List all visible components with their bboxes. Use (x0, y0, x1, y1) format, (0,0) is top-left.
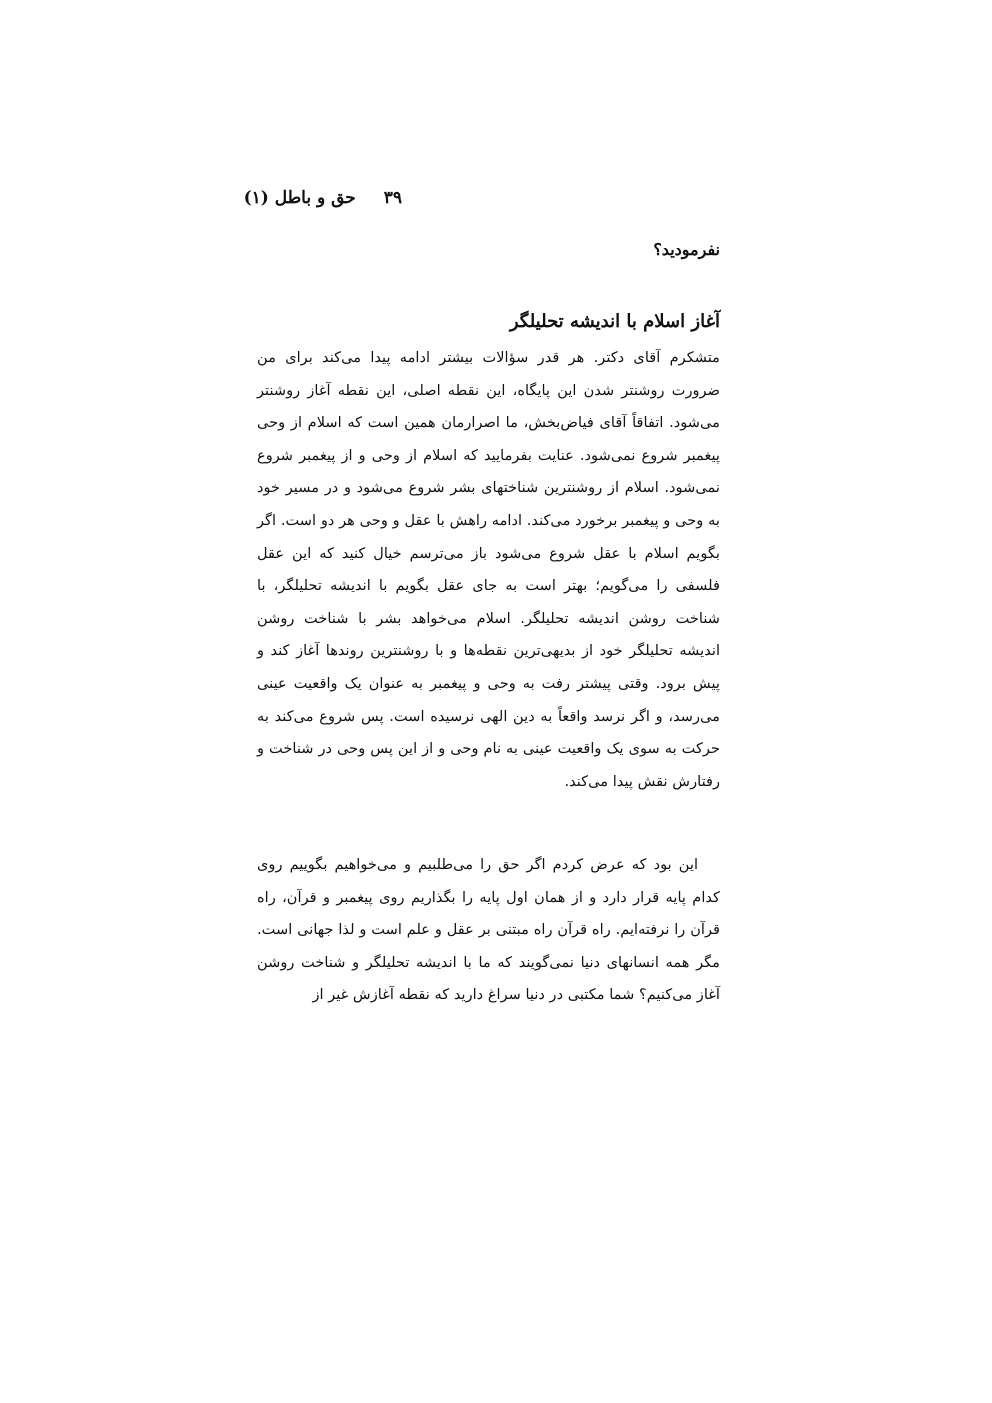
running-title: حق و باطل (۱) (243, 188, 356, 208)
body-paragraph: این بود که عرض کردم اگر حق را می‌طلبیم و می‌خواهیم بگوییم روی کدام پایه قرار دارد و از همان اول پایه را بگذاریم روی پیغمبر و قرآن، راه قرآن را نرفته‌ایم. راه قرآن راه مبتنی بر عقل و علم است و لذا جهانی است. مگر همه انسانهای دنیا نمی‌گویند که ما با اندیشه تحلیلگر و شناخت روشن آغاز می‌کنیم؟ شما مکتبی در دنیا سراغ دارید که نقطه آغازش غیر از (257, 856, 720, 1004)
section-heading: آغاز اسلام با اندیشه تحلیلگر (509, 311, 720, 332)
previous-section-closing-line: نفرمودید؟ (653, 240, 720, 259)
running-header (244, 188, 402, 208)
page-number: ۳۹ (383, 188, 402, 208)
body-paragraph: متشکرم آقای دکتر. هر قدر سؤالات بیشتر ادامه پیدا می‌کند برای من ضرورت روشنتر شدن این پایگاه، این نقطه اصلی، این نقطه آغاز روشنتر می‌شود. اتفاقاً آقای فیاض‌بخش، ما اصرارمان همین است که اسلام از وحی پیغمبر شروع نمی‌شود. عنایت بفرمایید که اسلام از وحی و از پیغمبر شروع نمی‌شود. اسلام از روشنترین شناختهای بشر شروع می‌شود و در مسیر خود به وحی و پیغمبر برخورد می‌کند. ادامه راهش با عقل و وحی هر دو است. اگر بگویم اسلام با عقل شروع می‌شود باز می‌ترسم خیال کنید که این عقل فلسفی را می‌گویم؛ بهتر است به جای عقل بگویم با اندیشه تحلیلگر، با شناخت روشن اندیشه تحلیلگر. اسلام می‌خواهد بشر با شناخت روشن اندیشه تحلیلگر خود از بدیهی‌ترین نقطه‌ها و با روشنترین روندها آغاز کند و پیش برود. وقتی پیشتر رفت به وحی و پیغمبر به عنوان یک واقعیت عینی می‌رسد، و اگر نرسد واقعاً به دین الهی نرسیده است. پس شروع می‌کند به حرکت به سوی یک واقعیت عینی به نام وحی و از این پس وحی در شناخت و رفتارش نقش پیدا می‌کند. (257, 349, 720, 790)
